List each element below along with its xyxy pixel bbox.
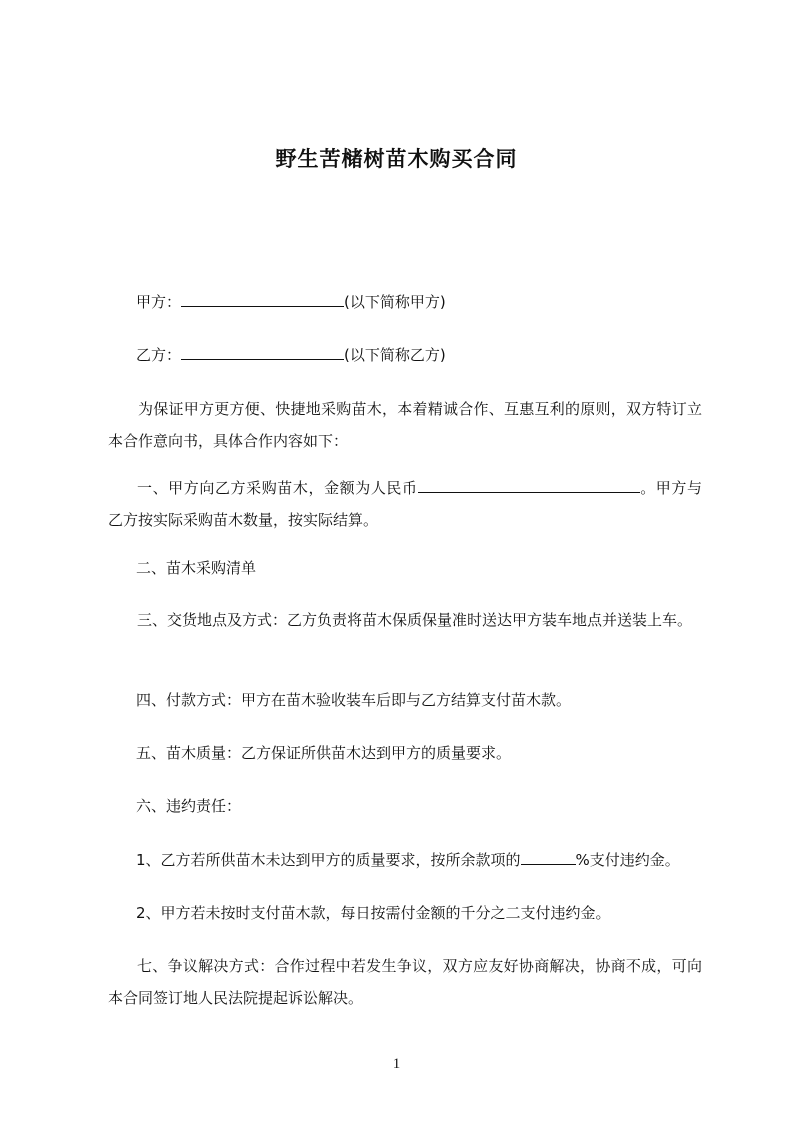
party-a-suffix: (以下简称甲方) (344, 293, 446, 311)
party-b-suffix: (以下简称乙方) (344, 346, 446, 364)
party-a-blank[interactable] (181, 292, 344, 307)
intro-paragraph: 为保证甲方更方便、快捷地采购苗木，本着精诚合作、互惠互利的原则，双方特订立本合作意向书，具体合作内容如下： (108, 400, 702, 450)
document-title: 野生苦槠树苗木购买合同 (275, 147, 518, 171)
clause-6-1-text-before: 1、乙方若所供苗木未达到甲方的质量要求，按所余款项的 (136, 851, 521, 869)
clause-6-2: 2、甲方若未按时支付苗木款，每日按需付金额的千分之二支付违约金。 (136, 904, 611, 922)
clause-6-1-text-after: %支付违约金。 (575, 851, 680, 869)
clause-3: 三、交货地点及方式：乙方负责将苗木保质保量准时送达甲方装车地点并送装上车。 (137, 611, 693, 629)
clause-1-text-after: 。甲方与乙方按实际采购苗木数量，按实际结算。 (108, 479, 702, 529)
clause-5: 五、苗木质量：乙方保证所供苗木达到甲方的质量要求。 (136, 744, 512, 762)
party-a-line (136, 292, 728, 312)
amount-blank[interactable] (418, 478, 640, 493)
party-b-label: 乙方： (136, 346, 182, 364)
penalty-percent-blank[interactable] (521, 850, 576, 865)
clause-2: 二、苗木采购清单 (136, 559, 257, 577)
party-a-label: 甲方： (136, 293, 182, 311)
party-b-blank[interactable] (181, 345, 344, 360)
clause-1 (108, 472, 702, 536)
clause-6: 六、违约责任： (136, 797, 242, 815)
clause-4: 四、付款方式：甲方在苗木验收装车后即与乙方结算支付苗木款。 (136, 691, 572, 709)
page-number: 1 (392, 1056, 401, 1072)
clause-7: 七、争议解决方式：合作过程中若发生争议，双方应友好协商解决，协商不成，可向本合同签订地人民法院提起诉讼解决。 (108, 957, 702, 1007)
party-b-line (136, 345, 728, 365)
clause-6-1 (136, 850, 728, 870)
clause-1-text-before: 一、甲方向乙方采购苗木，金额为人民币 (137, 479, 418, 497)
